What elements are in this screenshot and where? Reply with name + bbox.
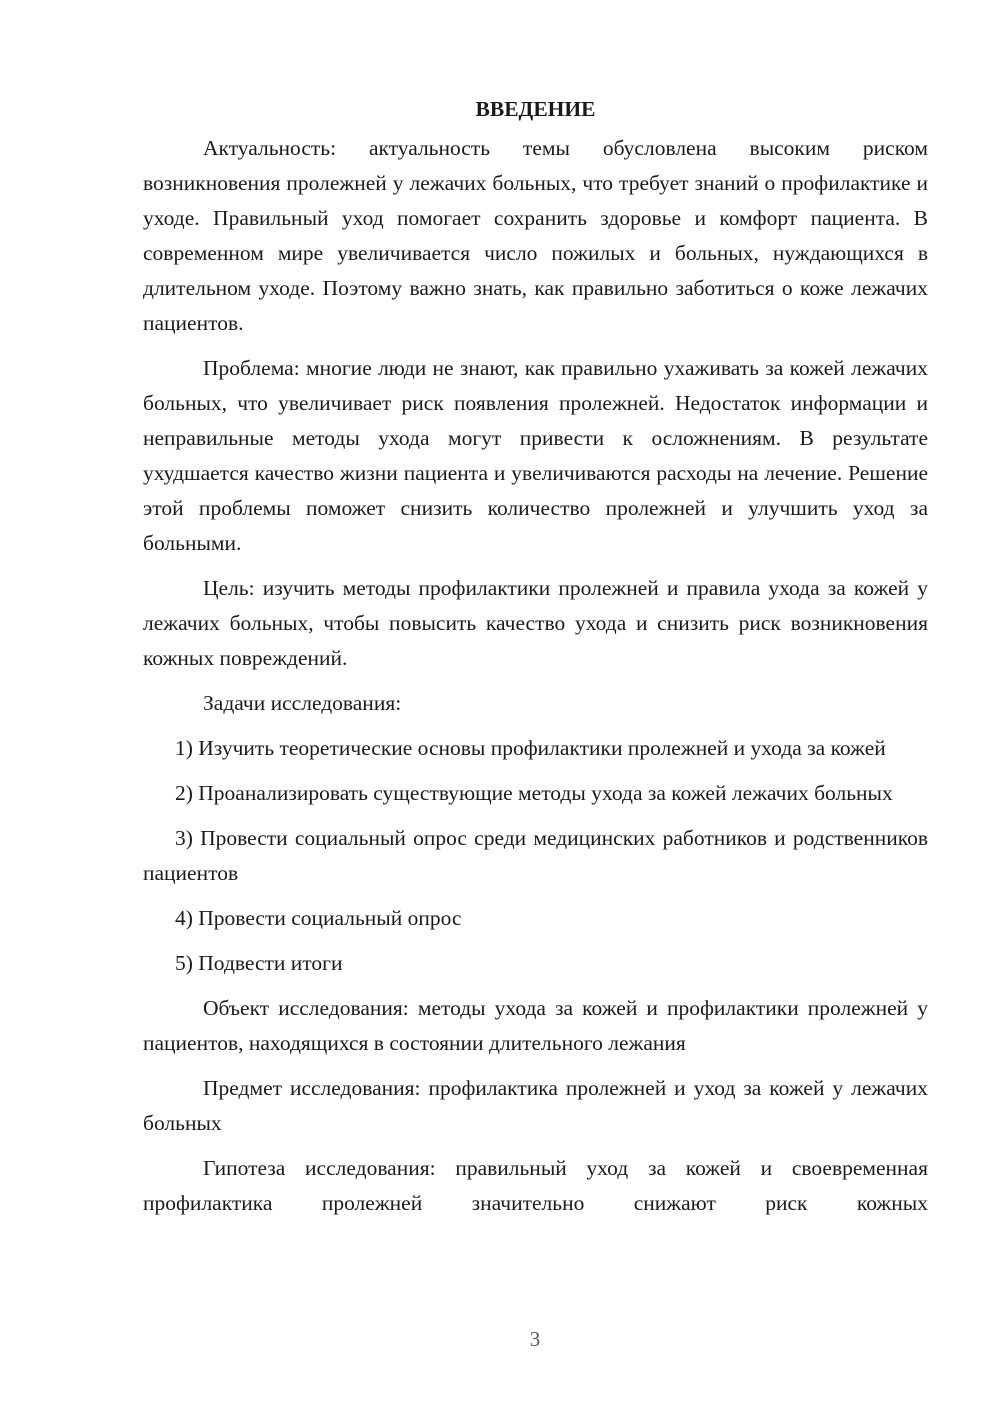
paragraph-problem: Проблема: многие люди не знают, как правильно ухаживать за кожей лежачих больных, что увеличивает риск появления пролежней. Недостаток информации и неправильные методы ухода могут привести к осложнениям. В результате ухудшается качество жизни пациента и увеличиваются расходы на лечение. Решение этой проблемы поможет снизить количество пролежней и улучшить уход за больными. bbox=[143, 356, 928, 555]
paragraph-relevance: Актуальность: актуальность темы обусловлена высоким риском возникновения пролежней у лежачих больных, что требует знаний о профилактике и уходе. Правильный уход помогает сохранить здоровье и комфорт пациента. В современном мире увеличивается число пожилых и больных, нуждающихся в длительном уходе. Поэтому важно знать, как правильно заботиться о коже лежачих пациентов. bbox=[143, 136, 928, 335]
page-content bbox=[143, 92, 928, 1231]
paragraph-goal: Цель: изучить методы профилактики пролежней и правила ухода за кожей у лежачих больных, чтобы повысить качество ухода и снизить риск возникновения кожных повреждений. bbox=[143, 576, 928, 670]
task-item-5: 5) Подвести итоги bbox=[175, 951, 343, 975]
tasks-title: Задачи исследования: bbox=[203, 691, 402, 715]
task-item-4: 4) Провести социальный опрос bbox=[175, 906, 462, 930]
task-item-1: 1) Изучить теоретические основы профилактики пролежней и ухода за кожей bbox=[175, 736, 886, 760]
page-number: 3 bbox=[529, 1327, 541, 1351]
paragraph-subject: Предмет исследования: профилактика пролежней и уход за кожей у лежачих больных bbox=[143, 1076, 928, 1135]
paragraph-object: Объект исследования: методы ухода за кожей и профилактики пролежней у пациентов, находящихся в состоянии длительного лежания bbox=[143, 996, 928, 1055]
section-heading: ВВЕДЕНИЕ bbox=[475, 97, 596, 121]
task-item-3: 3) Провести социальный опрос среди медицинских работников и родственников пациентов bbox=[143, 826, 928, 885]
task-item-2: 2) Проанализировать существующие методы ухода за кожей лежачих больных bbox=[175, 781, 893, 805]
paragraph-hypothesis: Гипотеза исследования: правильный уход за кожей и своевременная профилактика пролежней значительно снижают риск кожных bbox=[143, 1156, 928, 1215]
